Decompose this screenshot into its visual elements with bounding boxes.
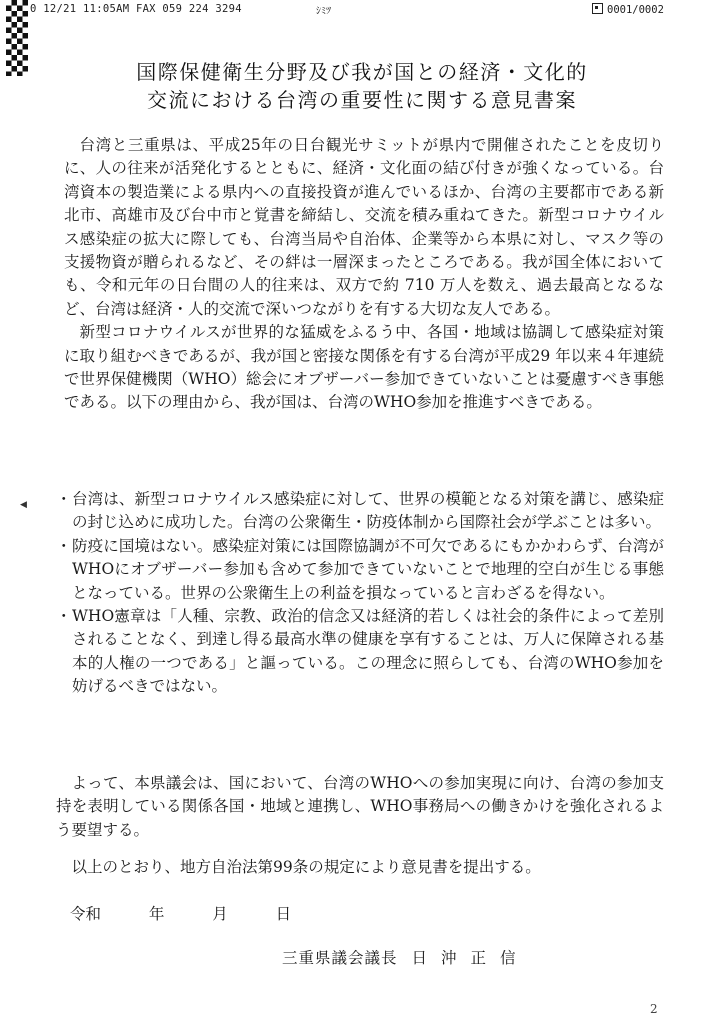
fax-header-left: 0 12/21 11:05AM FAX 059 224 3294 <box>30 3 242 15</box>
submission-statement: 以上のとおり、地方自治法第99条の規定により意見書を提出する。 <box>71 858 541 876</box>
reason-text: 台湾は、新型コロナウイルス感染症に対して、世界の模範となる対策を講じ、感染症の封じ込めに成功した。台湾の公衆衛生・防疫体制から国際社会が学ぶことは多い。 <box>72 490 664 532</box>
bullet-mark: ・ <box>56 536 72 555</box>
signer-title: 三重県議会議長 <box>282 949 398 967</box>
date-line <box>70 902 291 924</box>
signer <box>282 946 530 968</box>
conclusion-text: よって、本県議会は、国において、台湾のWHOへの参加実現に向け、台湾の参加支持を表明している関係各国・地域と連携し、WHO事務局への働きかけを強化されるよう要望する。 <box>56 774 664 839</box>
conclusion <box>56 772 664 842</box>
fax-page-icon <box>592 3 603 14</box>
reason-list <box>56 488 664 699</box>
title-line-1: 国際保健衛生分野及び我が国との経済・文化的 <box>136 60 588 84</box>
reason-text: 防疫に国境はない。感染症対策には国際協調が不可欠であるにもかかわらず、台湾がWHOにオブザーバー参加も含めて参加できていないことで地理的空白が生じる事態となっている。世界の公衆衛生上の利益を損なっていると言わざるを得ない。 <box>72 536 664 602</box>
date-era: 令和 <box>70 905 102 923</box>
reason-item-2 <box>56 535 664 605</box>
paragraph-2: 新型コロナウイルスが世界的な猛威をふるう中、各国・地域は協調して感染症対策に取り組むべきであるが、我が国と密接な関係を有する台湾が平成29 年以来４年連続で世界保健機関（WHO）総会にオブザーバー参加できていないことは憂慮すべき事態である。以下の理由から、我が国は、台湾のWHO参加を推進すべきである。 <box>64 323 664 412</box>
document-body <box>64 134 664 415</box>
title-line-2: 交流における台湾の重要性に関する意見書案 <box>147 88 577 112</box>
fax-page-count: 0001/0002 <box>607 4 664 16</box>
fax-header-right <box>592 3 664 16</box>
signer-name: 日沖正信 <box>411 949 530 967</box>
fax-header-handwritten: ｼﾐﾂ <box>316 6 331 17</box>
bullet-mark: ・ <box>56 490 72 508</box>
reason-text: WHO憲章は「人種、宗教、政治的信念又は経済的若しくは社会的条件によって差別されることなく、到達し得る最高水準の健康を享有することは、万人に保障される基本的人権の一つである」と謳っている。この理念に照らしても、台湾のWHO参加を妨げるべきではない。 <box>72 607 664 696</box>
fax-header <box>0 0 724 22</box>
reason-item-3 <box>56 605 664 699</box>
date-year: 年 <box>148 905 165 923</box>
reason-item-1 <box>56 488 664 535</box>
margin-mark-icon: ◀ <box>20 500 27 510</box>
document-title <box>0 58 724 114</box>
date-month: 月 <box>212 905 228 923</box>
date-day: 日 <box>275 905 292 923</box>
paragraph-1: 台湾と三重県は、平成25年の日台観光サミットが県内で開催されたことを皮切りに、人の往来が活発化するとともに、経済・文化面の結び付きが強くなっている。台湾資本の製造業による県内への直接投資が進んでいるほか、台湾の主要都市である新北市、高雄市及び台中市と覚書を締結し、交流を積み重ねてきた。新型コロナウイルス感染症の拡大に際しても、台湾当局や自治体、企業等から本県に対し、マスク等の支援物資が贈られるなど、その絆は一層深まったところである。我が国全体においても、令和元年の日台間の人的往来は、双方で約 710 万人を数え、過去最高となるなど、台湾は経済・人的交流で深いつながりを有する大切な友人である。 <box>64 136 664 318</box>
bullet-mark: ・ <box>56 607 72 626</box>
page-mark: 2 <box>650 1002 658 1016</box>
